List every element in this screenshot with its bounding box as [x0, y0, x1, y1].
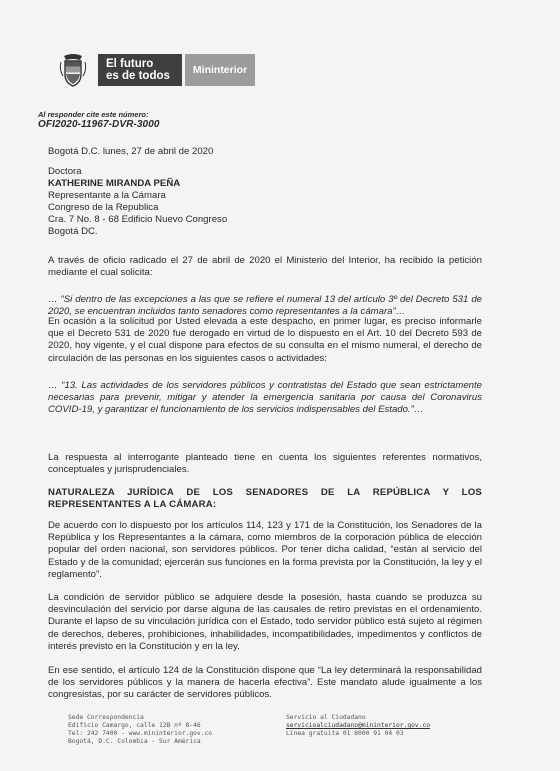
- footer-left-line-4: Bogotá, D.C. Colombia - Sur América: [68, 738, 201, 745]
- paragraph-article-124: En ese sentido, el artículo 124 de la Constitución dispone que “La ley determinará la responsabilidad de los servidores públicos y la manera de hacerla efectiva”. Este mandato alude igualmente a los congresistas, por su carácter de servidores públicos.: [48, 665, 482, 701]
- addressee-city: Bogotá DC.: [48, 226, 98, 237]
- reference-number: OFI2020-11967-DVR-3000: [38, 119, 160, 130]
- paragraph-public-servant: La condición de servidor público se adquiere desde la posesión, hasta cuando se produzca su desvinculación del servicio por darse alguna de las causales de retiro previstas en el ordenamiento. Durante el lapso de su vinculación jurídica con el Estado, todo servidor público está sujeto al régimen de derechos, deberes, prohibiciones, inhabilidades, incompatibilidades, impedimentos y conflictos de interés previsto en la Constitución y en la ley.: [48, 592, 482, 652]
- paragraph-intro: A través de oficio radicado el 27 de abril de 2020 el Ministerio del Interior, ha recibido la petición mediante el cual solicita:: [48, 255, 482, 279]
- letter-date: Bogotá D.C. lunes, 27 de abril de 2020: [48, 146, 214, 157]
- addressee-role: Representante a la Cámara: [48, 190, 166, 201]
- section-heading: NATURALEZA JURÍDICA DE LOS SENADORES DE LA REPÚBLICA Y LOS REPRESENTANTES A LA CÁMARA:: [48, 487, 482, 511]
- footer-right-line-3: Línea gratuita 01 8000 91 04 03: [286, 730, 404, 737]
- quote-request: … “Si dentro de las excepciones a las que se refiere el numeral 13 del artículo 3º del Decreto 531 de 2020, se encuentran incluidos tanto senadores como representantes a la cámara”…: [48, 294, 482, 318]
- footer-email-link[interactable]: servicioalciudadano@mininterior.gov.co: [286, 722, 431, 729]
- reference-label: Al responder cite este número:: [38, 110, 149, 119]
- footer-left-line-2: Edificio Camargo, calle 12B nº 8-46: [68, 722, 201, 729]
- paragraph-constitution: De acuerdo con lo dispuesto por los artículos 114, 123 y 171 de la Constitución, los Senadores de la República y los Representantes a la cámara, como miembros de la corporación pública de elección popular del orden nacional, son servidores públicos. Por tener dicha calidad, “están al servicio del Estado y de la comunidad; ejercerán sus funciones en la forma prevista por la Constitución, la ley y el reglamento”.: [48, 520, 482, 580]
- coat-of-arms-icon: [58, 52, 88, 88]
- slogan-line-2: es de todos: [106, 70, 170, 82]
- addressee-name: KATHERINE MIRANDA PEÑA: [48, 178, 181, 189]
- footer-left-line-3: Tel: 242 7400 - www.mininterior.gov.co: [68, 730, 213, 737]
- addressee-block: [48, 166, 482, 238]
- addressee-address: Cra. 7 No. 8 - 68 Edificio Nuevo Congreso: [48, 214, 228, 225]
- footer-right-line-1: Servicio al Ciudadano: [286, 714, 366, 721]
- footer-left-line-1: Sede Correspondencia: [68, 714, 144, 721]
- addressee-institution: Congreso de la Republica: [48, 202, 159, 213]
- footer-citizen-service: [286, 714, 430, 738]
- ministry-logo: Mininterior: [185, 54, 255, 86]
- paragraph-response: En ocasión a la solicitud por Usted elevada a este despacho, en primer lugar, es preciso informarle que el Decreto 531 de 2020 fue derogado en virtud de lo dispuesto en el Art. 10 del Decreto 593 de 2020, hoy vigente, y el cual dispone para efectos de su consulta en el mismo numeral, el derecho de circulación de las personas en los siguientes casos o actividades:: [48, 316, 482, 364]
- government-slogan: [98, 54, 182, 86]
- footer-correspondence: [68, 714, 212, 746]
- addressee-title: Doctora: [48, 166, 82, 177]
- quote-decree: … “13. Las actividades de los servidores públicos y contratistas del Estado que sean estrictamente necesarias para prevenir, mitigar y atender la emergencia sanitaria por causa del Coronavirus COVID-19, y garantizar el funcionamiento de los servicios indispensables del Estado.”…: [48, 380, 482, 416]
- letterhead: [58, 50, 255, 90]
- slogan-line-1: El futuro: [106, 58, 154, 70]
- paragraph-references: La respuesta al interrogante planteado tiene en cuenta los siguientes referentes normativos, conceptuales y jurisprudenciales.: [48, 452, 482, 476]
